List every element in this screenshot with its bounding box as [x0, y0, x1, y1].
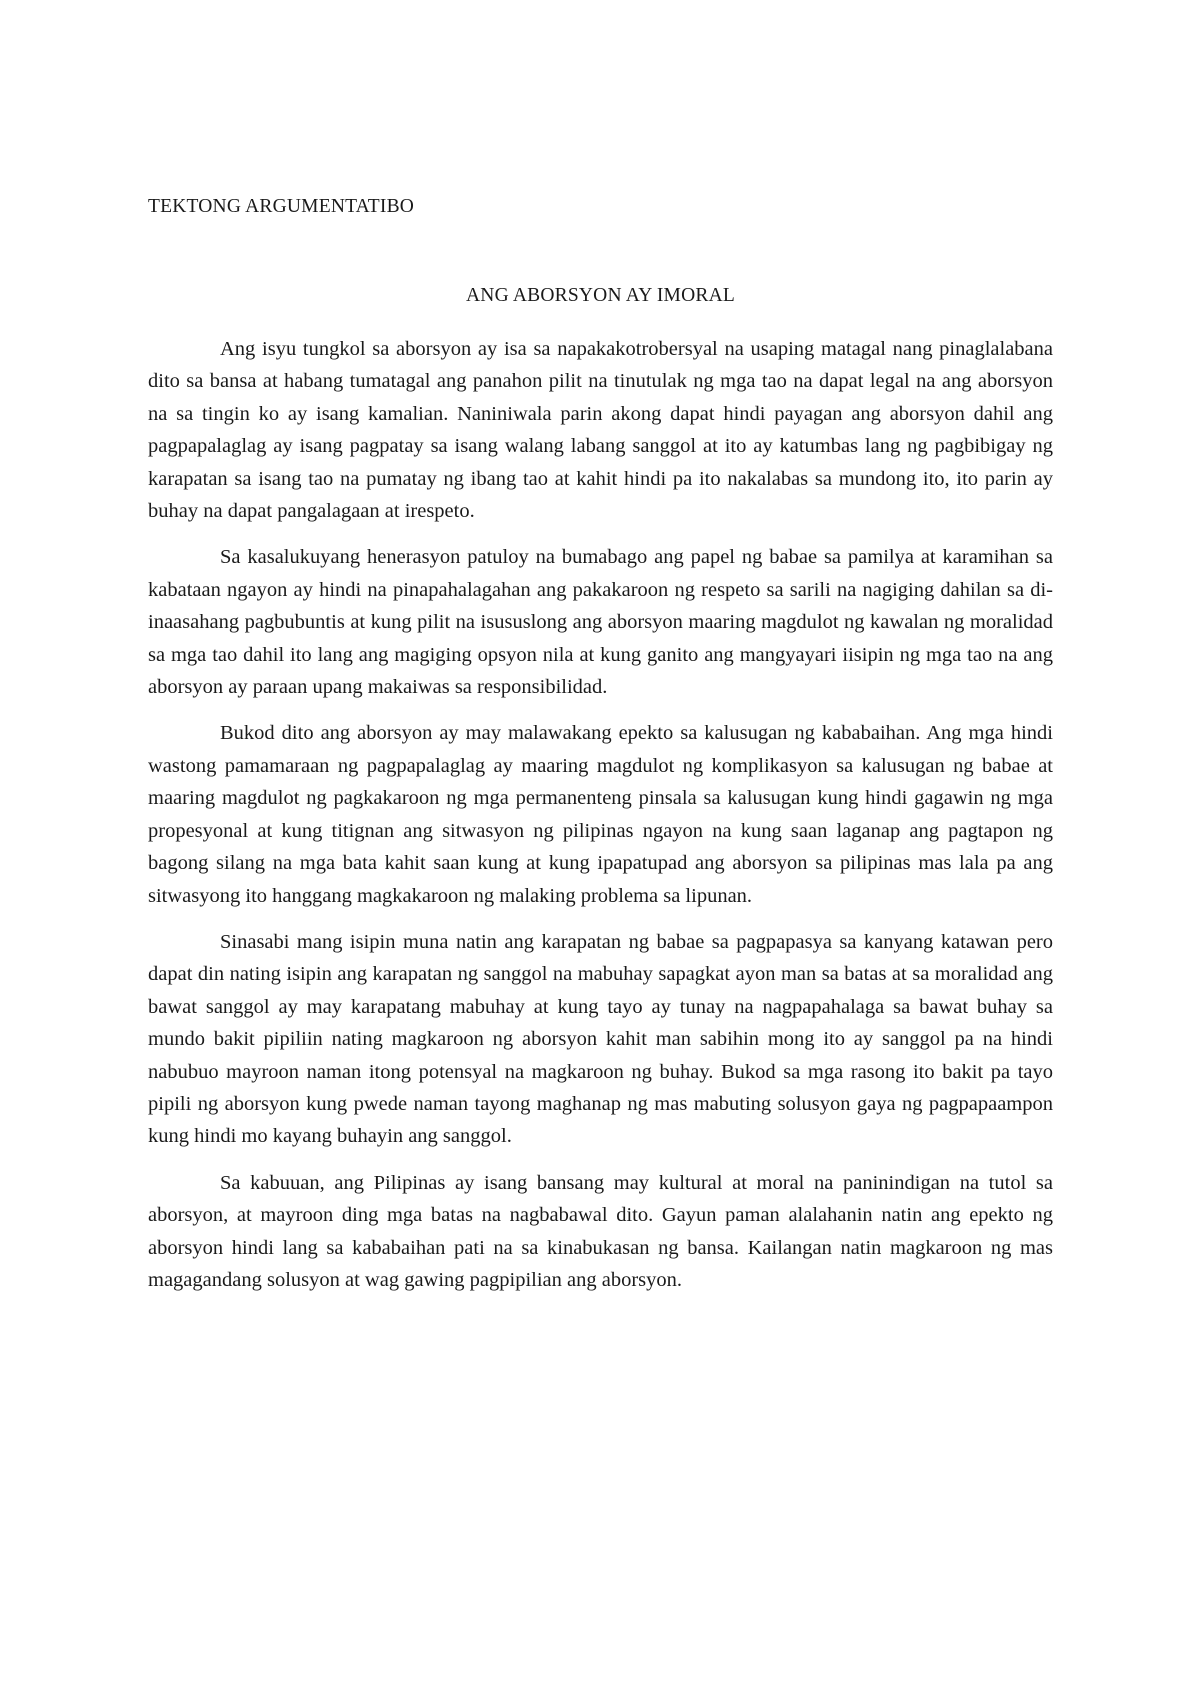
paragraph-3: Bukod dito ang aborsyon ay may malawakang epekto sa kalusugan ng kababaihan. Ang mga hindi wastong pamamaraan ng pagpapalaglag ay maaring magdulot ng komplikasyon sa kalusugan ng babae at maaring magdulot ng pagkakaroon ng mga permanenteng pinsala sa kalusugan kung hindi gagawin ng mga propesyonal at kung titignan ang sitwasyon ng pilipinas ngayon na kung saan laganap ang pagtapon ng bagong silang na mga bata kahit saan kung at kung ipapatupad ang aborsyon sa pilipinas mas lala pa ang sitwasyong ito hanggang magkakaroon ng malaking problema sa lipunan.: [148, 722, 1053, 907]
paragraph-4: Sinasabi mang isipin muna natin ang karapatan ng babae sa pagpapasya sa kanyang katawan pero dapat din nating isipin ang karapatan ng sanggol na mabuhay sapagkat ayon man sa batas at sa moralidad ang bawat sanggol ay may karapatang mabuhay at kung tayo ay tunay na nagpapahalaga sa bawat buhay sa mundo bakit pipiliin nating magkaroon ng aborsyon kahit man sabihin mong ito ay sanggol pa na hindi nabubuo mayroon naman itong potensyal na magkaroon ng buhay. Bukod sa mga rasong ito bakit pa tayo pipili ng aborsyon kung pwede naman tayong maghanap ng mas mabuting solusyon gaya ng pagpapaampon kung hindi mo kayang buhayin ang sanggol.: [148, 930, 1053, 1148]
document-title: ANG ABORSYON AY IMORAL: [466, 285, 735, 306]
paragraph-1: Ang isyu tungkol sa aborsyon ay isa sa napakakotrobersyal na usaping matagal nang pinaglalabana dito sa bansa at habang tumatagal ang panahon pilit na tinutulak ng mga tao na dapat legal na ang aborsyon na sa tingin ko ay isang kamalian. Naniniwala parin akong dapat hindi payagan ang aborsyon dahil ang pagpapalaglag ay isang pagpatay sa isang walang labang sanggol at ito ay katumbas lang ng pagbibigay ng karapatan sa isang tao na pumatay ng ibang tao at kahit hindi pa ito nakalabas sa mundong ito, ito parin ay buhay na dapat pangalagaan at irespeto.: [148, 338, 1053, 523]
paragraph-2: Sa kasalukuyang henerasyon patuloy na bumabago ang papel ng babae sa pamilya at karamihan sa kabataan ngayon ay hindi na pinapahalagahan ang pakakaroon ng respeto sa sarili na nagiging dahilan sa di-inaasahang pagbubuntis at kung pilit na isususlong ang aborsyon maaring magdulot ng kawalan ng moralidad sa mga tao dahil ito lang ang magiging opsyon nila at kung ganito ang mangyayari iisipin ng mga tao na ang aborsyon ay paraan upang makaiwas sa responsibilidad.: [148, 546, 1053, 699]
paragraph-5: Sa kabuuan, ang Pilipinas ay isang bansang may kultural at moral na paninindigan na tutol sa aborsyon, at mayroon ding mga batas na nagbabawal dito. Gayun paman alalahanin natin ang epekto ng aborsyon hindi lang sa kababaihan pati na sa kinabukasan ng bansa. Kailangan natin magkaroon ng mas magagandang solusyon at wag gawing pagpipilian ang aborsyon.: [148, 1171, 1053, 1291]
document-body: [148, 333, 1053, 1310]
document-label: TEKTONG ARGUMENTATIBO: [148, 196, 415, 217]
